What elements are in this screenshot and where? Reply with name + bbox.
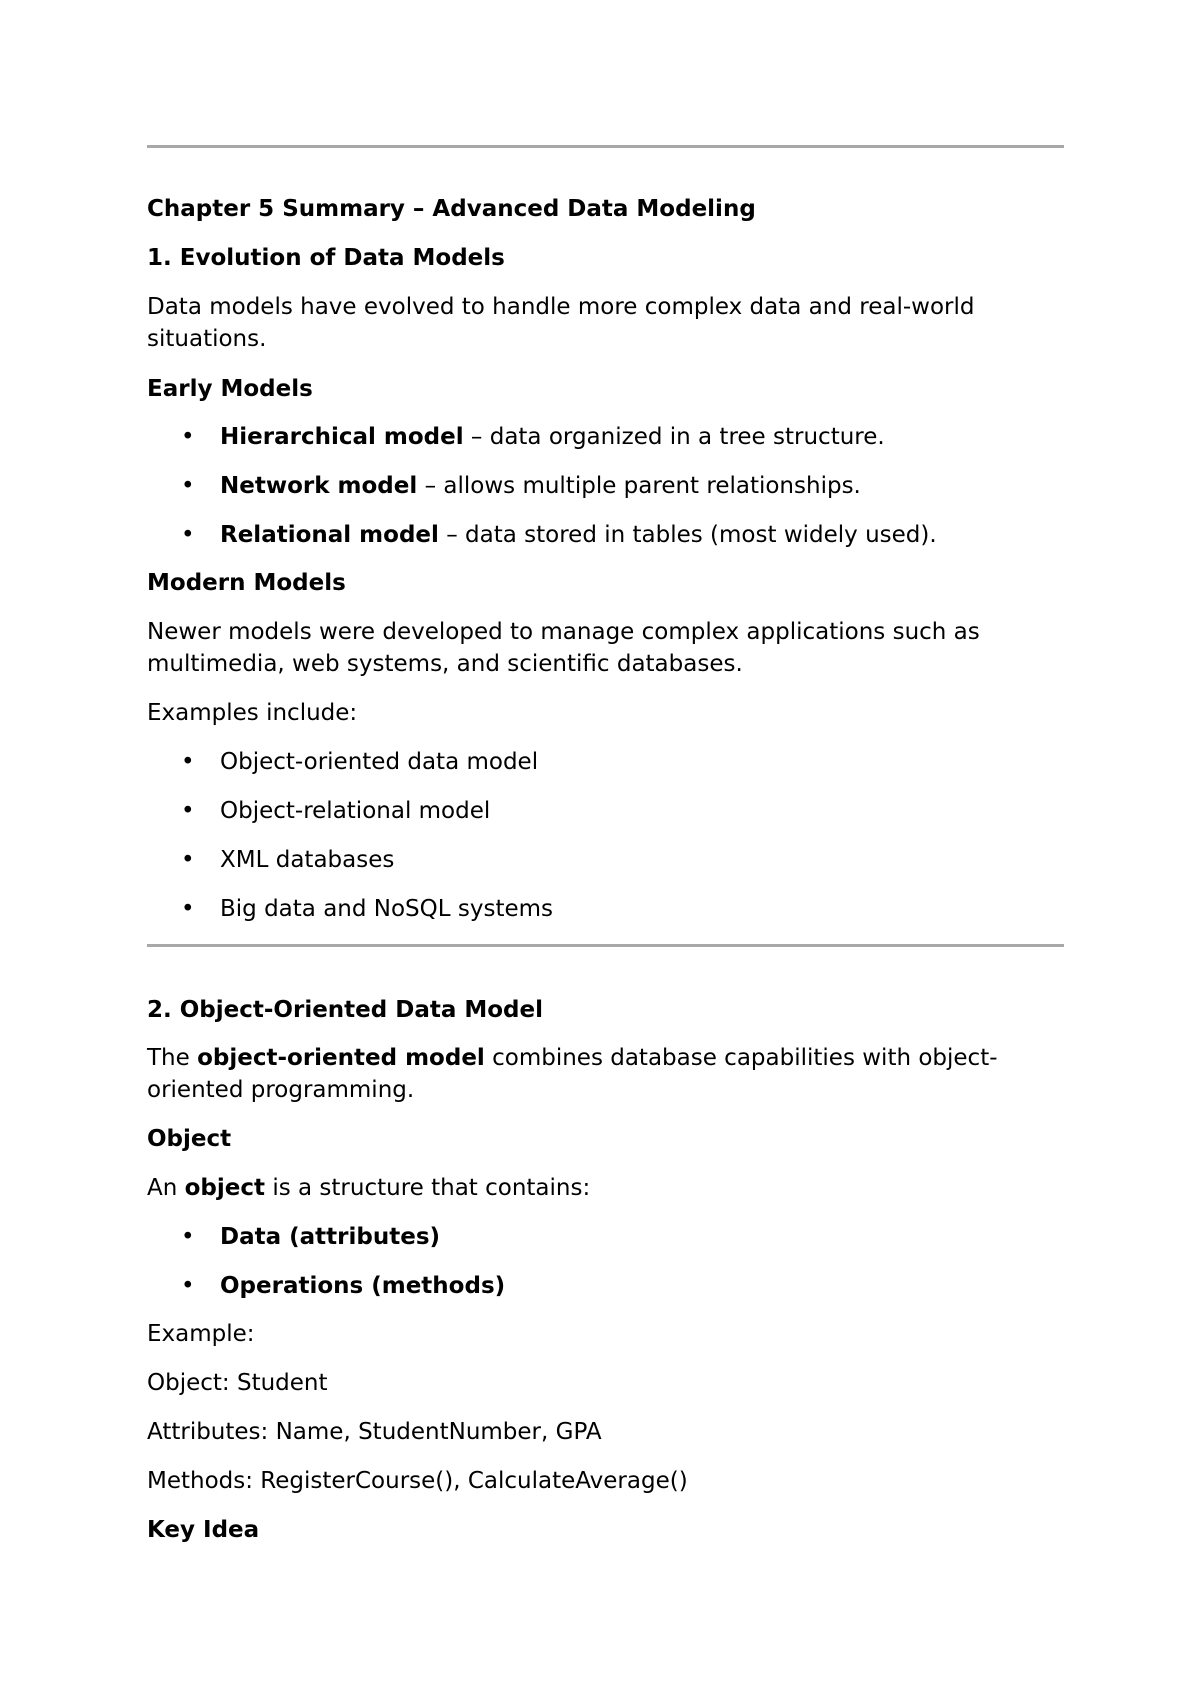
list-item-desc: – data stored in tables (most widely used). — [438, 522, 937, 548]
key-idea-heading: Key Idea — [147, 1517, 260, 1543]
bullet-icon: • — [181, 798, 195, 824]
object-heading: Object — [147, 1126, 232, 1152]
section-1-intro-line-1: Data models have evolved to handle more complex data and real-world — [147, 294, 975, 320]
list-item-text: Data (attributes) — [220, 1224, 441, 1250]
list-item-text: Object-oriented data model — [220, 749, 539, 775]
object-definition: An object is a structure that contains: — [147, 1175, 591, 1201]
section-2-intro-line-1: The object-oriented model combines database capabilities with object- — [147, 1045, 998, 1071]
modern-models-line-2: multimedia, web systems, and scientific databases. — [147, 651, 743, 677]
horizontal-rule-middle — [147, 944, 1064, 947]
example-label: Example: — [147, 1321, 255, 1347]
section-1-intro-line-2: situations. — [147, 326, 267, 352]
list-item-term: Network model — [220, 473, 418, 499]
bullet-icon: • — [181, 473, 195, 499]
list-item-term: Relational model — [220, 522, 439, 548]
document-title: Chapter 5 Summary – Advanced Data Modeling — [147, 196, 756, 222]
bullet-icon: • — [181, 847, 195, 873]
section-2-intro-line-2: oriented programming. — [147, 1077, 415, 1103]
bullet-icon: • — [181, 1273, 195, 1299]
list-item-text: Object-relational model — [220, 798, 491, 824]
horizontal-rule-top — [147, 145, 1064, 148]
list-item-desc: – allows multiple parent relationships. — [417, 473, 861, 499]
list-item-text: XML databases — [220, 847, 395, 873]
bullet-icon: • — [181, 522, 195, 548]
list-item-desc: – data organized in a tree structure. — [463, 424, 885, 450]
bullet-icon: • — [181, 1224, 195, 1250]
early-models-heading: Early Models — [147, 376, 313, 402]
section-2-heading: 2. Object-Oriented Data Model — [147, 997, 544, 1023]
bullet-icon: • — [181, 424, 195, 450]
bold-term: object — [184, 1175, 266, 1201]
example-attributes: Attributes: Name, StudentNumber, GPA — [147, 1419, 602, 1445]
bullet-icon: • — [181, 896, 195, 922]
example-methods: Methods: RegisterCourse(), CalculateAverage() — [147, 1468, 688, 1494]
modern-models-heading: Modern Models — [147, 570, 346, 596]
list-item-text: Operations (methods) — [220, 1273, 506, 1299]
bullet-icon: • — [181, 749, 195, 775]
section-1-heading: 1. Evolution of Data Models — [147, 245, 505, 271]
list-item-term: Hierarchical model — [220, 424, 464, 450]
list-item-text: Big data and NoSQL systems — [220, 896, 554, 922]
modern-models-line-1: Newer models were developed to manage complex applications such as — [147, 619, 980, 645]
examples-label: Examples include: — [147, 700, 358, 726]
bold-term: object-oriented model — [197, 1045, 485, 1071]
example-object: Object: Student — [147, 1370, 328, 1396]
